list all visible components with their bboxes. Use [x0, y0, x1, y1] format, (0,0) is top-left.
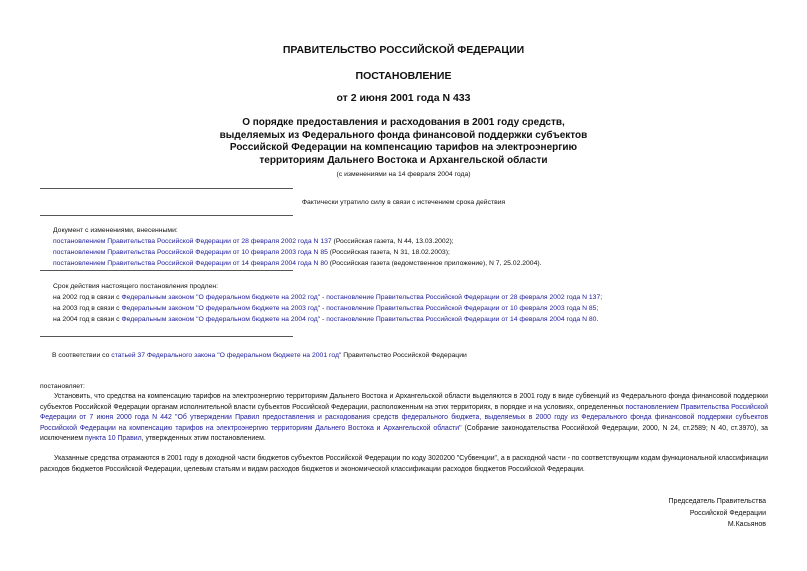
amendments-heading: Документ с изменениями, внесенными: [53, 227, 178, 234]
extension-text: - [320, 304, 327, 312]
status-note: Фактически утратило силу в связи с истечением срока действия [301, 199, 506, 206]
amendments-block [53, 227, 793, 269]
extension-text: - [320, 315, 327, 323]
revision-note: (с изменениями на 14 февраля 2004 года) [336, 171, 471, 178]
rule-10-link[interactable]: пункта 10 Правил [84, 435, 142, 443]
title-line: Российской Федерации на компенсацию тарифов на электроэнергию [229, 142, 578, 154]
government-name: ПРАВИТЕЛЬСТВО РОССИЙСКОЙ ФЕДЕРАЦИИ [282, 44, 525, 56]
federal-law-article-link[interactable]: статьей 37 Федерального закона "О федеральном бюджете на 2001 год" [111, 352, 342, 359]
paragraph-1 [40, 392, 768, 445]
preamble [52, 352, 792, 361]
preamble-text: Правительство Российской Федерации [341, 352, 467, 359]
federal-law-link[interactable]: Федеральным законом "О федеральном бюджете на 2003 год" [121, 304, 321, 312]
amendment-source: (Российская газета, N 44, 13.03.2002); [331, 237, 454, 245]
paragraph-text: Установить, что средства на компенсацию тарифов на электроэнергию территориям Дальнего Востока и Архангельской области выделяются в 2001 году в виде субвенций из Федерального фонда финансовой поддержки субъектов Российской Федерации органам исполнительной власти субъектов Российской Федерации, расположенным на этих территориях, в порядке и на условиях, определенных [40, 393, 768, 411]
extension-item [53, 294, 793, 303]
extension-item [53, 316, 793, 325]
extensions-heading: Срок действия настоящего постановления продлен: [53, 283, 219, 290]
amendment-link[interactable]: постановлением Правительства Российской Федерации от 10 февраля 2003 года N 85 [53, 248, 328, 256]
amendment-item [53, 249, 793, 258]
amendment-source: (Российская газета, N 31, 18.02.2003); [327, 248, 450, 256]
divider [40, 215, 293, 216]
extension-text: - [320, 293, 327, 301]
extension-text: на 2002 год в связи с [53, 293, 122, 301]
document-date-number: от 2 июня 2001 года N 433 [336, 92, 471, 104]
signature-position: Российской Федерации [689, 509, 766, 517]
amendment-source: (Российская газета (ведомственное приложение), N 7, 25.02.2004). [327, 259, 542, 267]
divider [40, 270, 293, 271]
extension-text: . [596, 315, 599, 323]
paragraph-text: (Собрание законодательства Российской Федерации, 2000, N 24, ст.2589; N 40, ст.3970), за исключением [40, 424, 768, 443]
divider [40, 188, 293, 189]
signature-block [669, 496, 766, 531]
paragraph-2: Указанные средства отражаются в 2001 году в доходной части бюджетов субъектов Российской Федерации по коду 3020200 "Субвенции", а в расходной части - по соответствующим кодам функциональной классификации расходов бюджетов Российской Федерации, целевым статьям и видам расходов бюджетов и экономической классификации расходов бюджетов Российской Федерации. [40, 455, 768, 473]
extension-item [53, 305, 793, 314]
divider [40, 336, 293, 337]
decrees-word: постановляет: [40, 383, 85, 390]
federal-law-link[interactable]: Федеральным законом "О федеральном бюджете на 2002 год" [121, 293, 321, 301]
amendment-link[interactable]: постановлением Правительства Российской Федерации от 28 февраля 2002 года N 137 [53, 237, 332, 245]
document-title [0, 117, 807, 167]
resolution-link[interactable]: постановление Правительства Российской Федерации от 10 февраля 2003 года N 85 [326, 304, 597, 312]
signature-name: М.Касьянов [727, 521, 766, 528]
title-line: О порядке предоставления и расходования в 2001 году средств, [242, 117, 565, 128]
signature-position: Председатель Правительства [668, 498, 766, 505]
amendment-link[interactable]: постановлением Правительства Российской Федерации от 14 февраля 2004 года N 80 [53, 259, 328, 267]
paragraph-text: , утвержденных этим постановлением. [141, 435, 266, 443]
resolution-link[interactable]: постановление Правительства Российской Федерации от 14 февраля 2004 года N 80 [326, 315, 597, 323]
federal-law-link[interactable]: Федеральным законом "О федеральном бюджете на 2004 год" [121, 315, 321, 323]
resolution-link[interactable]: постановление Правительства Российской Федерации от 28 февраля 2002 года N 137 [326, 293, 601, 301]
extension-text: ; [596, 304, 599, 312]
document-type: ПОСТАНОВЛЕНИЕ [355, 70, 452, 82]
extension-text: на 2003 год в связи с [53, 304, 122, 312]
extensions-block [53, 283, 793, 325]
title-line: территориям Дальнего Востока и Архангельской области [259, 154, 548, 166]
preamble-text: В соответствии со [52, 352, 112, 359]
amendment-item [53, 238, 793, 247]
title-line: выделяемых из Федерального фонда финансовой поддержки субъектов [219, 129, 588, 141]
amendment-item [53, 260, 793, 269]
extension-text: ; [600, 293, 603, 301]
extension-text: на 2004 год в связи с [53, 315, 122, 323]
resolution-442-link[interactable]: постановлением Правительства Российской Федерации от 7 июня 2000 года N 442 "Об утверждении Правил предоставления и расходования средств федерального бюджета, выделяемых в 2000 году из Федерального фонда финансовой поддержки субъектов Российской Федерации на компенсацию тарифов на электроэнергию территориям Дальнего Востока и Архангельской области" [40, 403, 769, 432]
